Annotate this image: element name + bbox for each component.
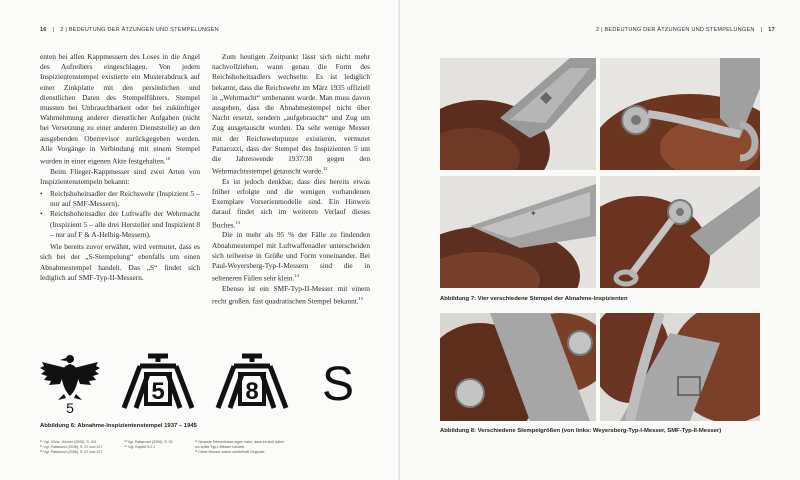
s-stamp-icon — [318, 352, 358, 412]
paragraph: Ebenso ist ein SMF-Typ-II-Messer mit einem recht großen, fast quadratischen Stempel bekannt.$^{15}$ — [212, 283, 370, 306]
paragraph: Beim Flieger-Kappmesser sind zwei Arten von Inspizientenstempeln bekannt: — [40, 166, 200, 186]
paragraph: Wie bereits zuvor erwähnt, wird vermutet, dass es sich bei der „S-Stempelung“ ebenfalls um einen Abnahmestempel handelt. Das „S“ findet sich lediglich auf SMF-Typ-II-Messern. — [40, 242, 200, 282]
list-item: • Reichshoheitsadler der Luftwaffe der Wehrmacht (Inspizient 5 – alle drei Hersteller und Inspizient 8 – nur auf F & A-Helbig-Messern). — [40, 209, 200, 240]
footnotes — [40, 440, 284, 455]
left-page-number: 16 — [40, 27, 47, 33]
photo-stamp-1 — [440, 58, 596, 170]
left-column-1 — [40, 52, 200, 283]
footnote-column: ¹⁵ Neueste Erkenntnisse legen nahe, dass es sich dabei um späte Typ-I-Messer handelt. ¹⁶ Diese Messer waren zweifelhaft Originale. — [194, 440, 284, 454]
engraving-icon: ✦ — [530, 209, 537, 218]
bullet-list — [40, 189, 200, 240]
paragraph: Zum heutigen Zeitpunkt lässt sich nicht mehr nachvollziehen, wann genau die Form des Reichshoheitsadlers wechselte. Es ist lediglich bekannt, dass die Reichswehr im März 1935 offiziell in „Wehrmacht“ umbenannt wurde. Man muss davon ausgehen, dass die Abnahmestempel nicht über Nacht ersetzt, sondern „aufgebraucht“ und Zug um Zug ausgetauscht wurden. Da sehr wenige Messer mit der Reichswehrpunze existieren, vermutet Pattarozzi, dass der Stempel des Inspizienten 5 um die Jahreswende 1937/38 gegen den Wehrmachtsstempel getauscht wurde.$^{12}$ — [212, 52, 370, 176]
right-running-head-text: 2 | BEDEUTUNG DER ÄTZUNGEN UND STEMPELUNGEN — [596, 27, 755, 33]
figure-6-caption: Abbildung 6: Abnahme-Inspizientenstempel 1937 – 1945 — [40, 423, 197, 429]
left-running-head-text: 2 | BEDEUTUNG DER ÄTZUNGEN UND STEMPELUNGEN — [60, 27, 219, 33]
figure-8-caption: Abbildung 8: Verschiedene Stempelgrößen (von links: Weyersberg-Typ-I-Messer, SMF-Typ-II-Messer) — [440, 428, 722, 434]
left-running-head: 16 | 2 | BEDEUTUNG DER ÄTZUNGEN UND STEMPELUNGEN — [40, 27, 219, 33]
photo-stamp-2 — [600, 58, 760, 170]
wings-stamp-8-number: 8 — [245, 378, 259, 405]
wings-stamp-5-number: 5 — [151, 378, 165, 405]
s-stamp-letter: S — [321, 358, 355, 411]
photo-stamp-3 — [440, 176, 596, 288]
paragraph: Es ist jedoch denkbar, dass dies bereits etwas früher erfolgte und die wenigen vorhandenen Exemplare Vorserienmodelle sind. Ein Hinweis darauf findet sich im weiteren Verlauf dieses Buches.$^{13}$ — [212, 176, 370, 230]
right-page — [400, 0, 800, 480]
paragraph: Die in mehr als 95 % der Fälle zu findenden Abnahmestempel mit Luftwaffenadler unterscheiden sich teilweise in Größe und Form voneinander. Bei Paul-Weyersberg-Typ-I-Messern sind die in selteneren Fällen sehr klein.$^{14}$ — [212, 230, 370, 283]
footnote-column: ¹³ Vgl. Pattarozzi (2006), S. 53 ¹⁴ Vgl. Kapitel 5.2.1 — [124, 440, 173, 449]
list-item: • Reichshoheitsadler der Reichswehr (Inspizient 5 – nur auf SMF-Messern), — [40, 189, 200, 209]
right-page-number: 17 — [768, 27, 775, 33]
wings-stamp-8-icon — [212, 352, 292, 412]
photo-stamp-size-2 — [600, 313, 760, 421]
wings-stamp-5-icon — [118, 352, 198, 412]
footnote-column: ¹⁰ Vgl. Görtz, Höcker (2005), S. 401 ¹¹ Vgl. Pattarozzi (2006), S. 57 und 107 ¹² Vgl. Pattarozzi (2006), S. 57 und 107 — [40, 440, 103, 454]
eagle-stamp-icon — [38, 352, 102, 416]
figure-7-caption: Abbildung 7: Vier verschiedene Stempel der Abnahme-Inspizienten — [440, 296, 628, 302]
paragraph: enten bei allen Kappmessern des Loses in die Angel des Aufreibers eingeschlagen. Von jedem Inspizientenstempel existierte ein Musterabdruck auf einer Zinkplatte mit den persönlichen und dienstlichen Daten des Stempelführers. Stempel mussten bei Unbrauchbarkeit oder bei zukünftiger Wahrnehmung anderer dienstlicher Aufgaben (nicht bei Versetzung zu einer anderen Dienststelle) an den ausgebenden Oberrevisor zurückgegeben werden. Alle Vorgänge in Verbindung mit einem Stempel wurden in einer eigenen Akte festgehalten.$^{10}$ — [40, 52, 200, 166]
right-running-head: 2 | BEDEUTUNG DER ÄTZUNGEN UND STEMPELUNGEN | 17 — [596, 27, 775, 33]
eagle-stamp-number: 5 — [66, 400, 74, 416]
left-column-2 — [212, 52, 370, 307]
photo-stamp-size-1 — [440, 313, 596, 421]
photo-stamp-4 — [600, 176, 760, 288]
